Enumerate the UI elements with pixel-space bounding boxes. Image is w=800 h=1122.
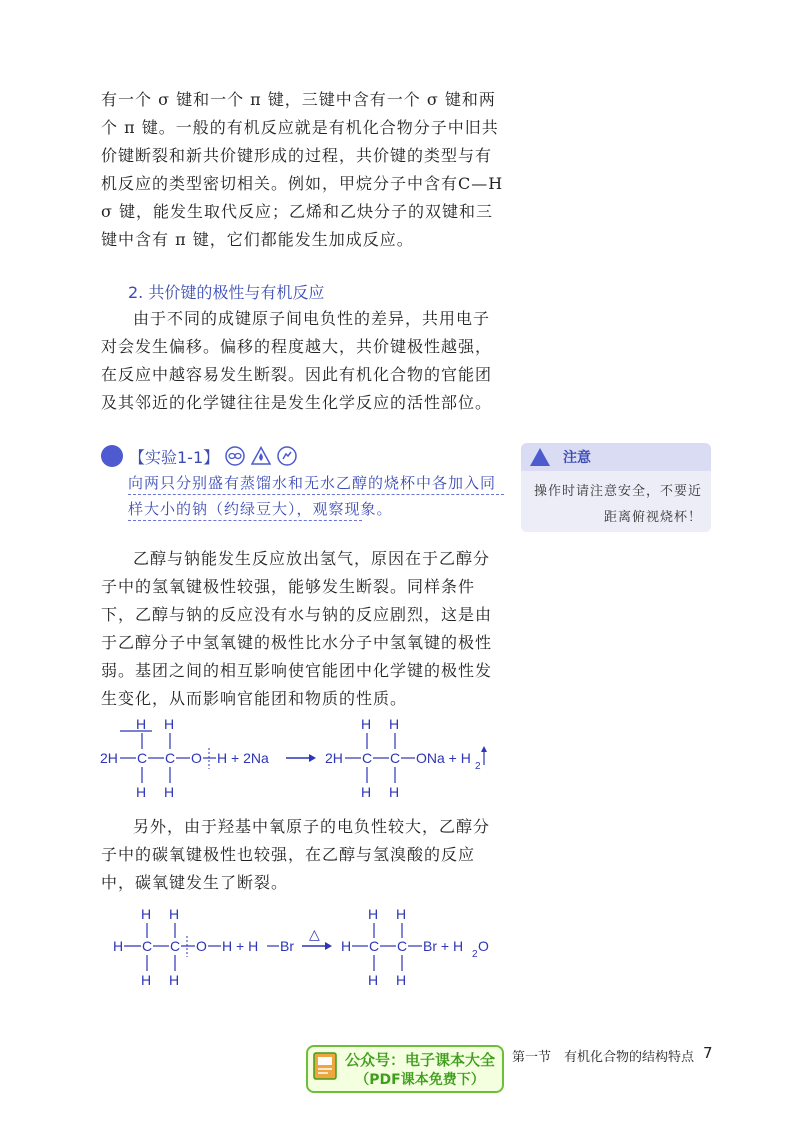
eq1-2h: 2H <box>100 750 118 766</box>
eq2-left-tail: H + H <box>222 938 259 954</box>
eq1-h: H <box>361 716 372 732</box>
eq1-right-tail: ONa + H <box>416 750 471 766</box>
eq1-gas-arrow <box>481 746 487 752</box>
book-icon <box>312 1051 340 1083</box>
eq2-water-o: O <box>478 938 489 954</box>
eq1-h: H <box>136 716 147 732</box>
eq1-subscript: 2 <box>475 761 481 772</box>
eq2-h: H <box>396 972 407 988</box>
hand-wash-icon <box>277 446 297 466</box>
watermark-line-1: 公众号：电子课本大全 <box>345 1051 496 1069</box>
footer-chapter: 第一节 有机化合物的结构特点 <box>512 1050 695 1065</box>
flame-warning-icon <box>251 446 271 466</box>
eq1-c: C <box>390 750 401 766</box>
ethanol-sodium-equation <box>0 715 800 805</box>
eq1-left-tail: H + 2Na <box>217 750 269 766</box>
eq1-c: C <box>362 750 373 766</box>
eq2-h: H <box>169 906 180 922</box>
eq1-o: O <box>191 750 202 766</box>
eq2-h: H <box>113 938 124 954</box>
eq2-right-tail: Br + H <box>423 938 464 954</box>
eq1-h: H <box>389 716 400 732</box>
eq2-h: H <box>341 938 352 954</box>
note-title: 注意 <box>563 450 591 466</box>
eq2-c: C <box>369 938 380 954</box>
eq1-h: H <box>361 784 372 800</box>
experiment-underline <box>128 494 504 495</box>
eq2-c: C <box>142 938 153 954</box>
goggles-icon <box>225 446 245 466</box>
eq2-c: C <box>397 938 408 954</box>
page-number: 7 <box>703 1044 713 1062</box>
eq1-c: C <box>165 750 176 766</box>
paragraph-3: 乙醇与钠能发生反应放出氢气，原因在于乙醇分子中的氢氧键极性较强，能够发生断裂。同样条件下，乙醇与钠的反应没有水与钠的反应剧烈，这是由于乙醇分子中氢氧键的极性比水分子中氢氧键的极性弱。基团之间的相互影响使官能团中化学键的极性发生变化，从而影响官能团和物质的性质。 <box>101 549 493 708</box>
eq1-h: H <box>164 716 175 732</box>
watermark-line-2: （PDF课本免费下） <box>355 1072 485 1088</box>
eq2-o: O <box>196 938 207 954</box>
eq1-h: H <box>136 784 147 800</box>
eq1-h: H <box>389 784 400 800</box>
eq2-h: H <box>368 906 379 922</box>
note-header <box>521 443 711 471</box>
experiment-header <box>101 444 297 468</box>
eq2-h: H <box>141 972 152 988</box>
eq2-heat-symbol: △ <box>309 926 320 942</box>
experiment-underline <box>128 520 362 521</box>
experiment-title: 【实验1-1】 <box>129 447 220 467</box>
section-heading: 2. 共价键的极性与有机反应 <box>128 283 325 302</box>
warning-triangle-icon <box>529 446 551 468</box>
eq1-2h: 2H <box>325 750 343 766</box>
eq2-arrow <box>325 942 332 950</box>
eq2-h: H <box>141 906 152 922</box>
eq1-arrow <box>309 754 316 762</box>
paragraph-1: 有一个 σ 键和一个 π 键，三键中含有一个 σ 键和两个 π 键。一般的有机反应就是有机化合物分子中旧共价键断裂和新共价键形成的过程，共价键的类型与有机反应的类型密切相关。例如，甲烷分子中含有C—H σ 键，能发生取代反应；乙烯和乙炔分子的双键和三键中含有 π 键，它们都能发生加成反应。 <box>101 90 504 249</box>
eq2-c: C <box>170 938 181 954</box>
eq2-h: H <box>169 972 180 988</box>
experiment-text: 向两只分别盛有蒸馏水和无水乙醇的烧杯中各加入同样大小的钠（约绿豆大），观察现象。 <box>128 474 497 518</box>
eq1-h: H <box>164 784 175 800</box>
eq2-h: H <box>368 972 379 988</box>
ethanol-hbr-equation <box>0 903 800 993</box>
paragraph-4: 另外，由于羟基中氧原子的电负性较大，乙醇分子中的碳氧键极性也较强，在乙醇与氢溴酸的反应中，碳氧键发生了断裂。 <box>101 817 491 892</box>
eq2-br: Br <box>280 938 294 954</box>
paragraph-2: 由于不同的成键原子间电负性的差异，共用电子对会发生偏移。偏移的程度越大，共价键极性越强，在反应中越容易发生断裂。因此有机化合物的官能团及其邻近的化学键往往是发生化学反应的活性部位。 <box>101 309 493 412</box>
eq2-h: H <box>396 906 407 922</box>
eq2-subscript: 2 <box>472 949 478 960</box>
experiment-bullet-icon <box>101 445 123 467</box>
note-text: 操作时请注意安全，不要近距离俯视烧杯！ <box>534 484 703 525</box>
eq1-c: C <box>137 750 148 766</box>
